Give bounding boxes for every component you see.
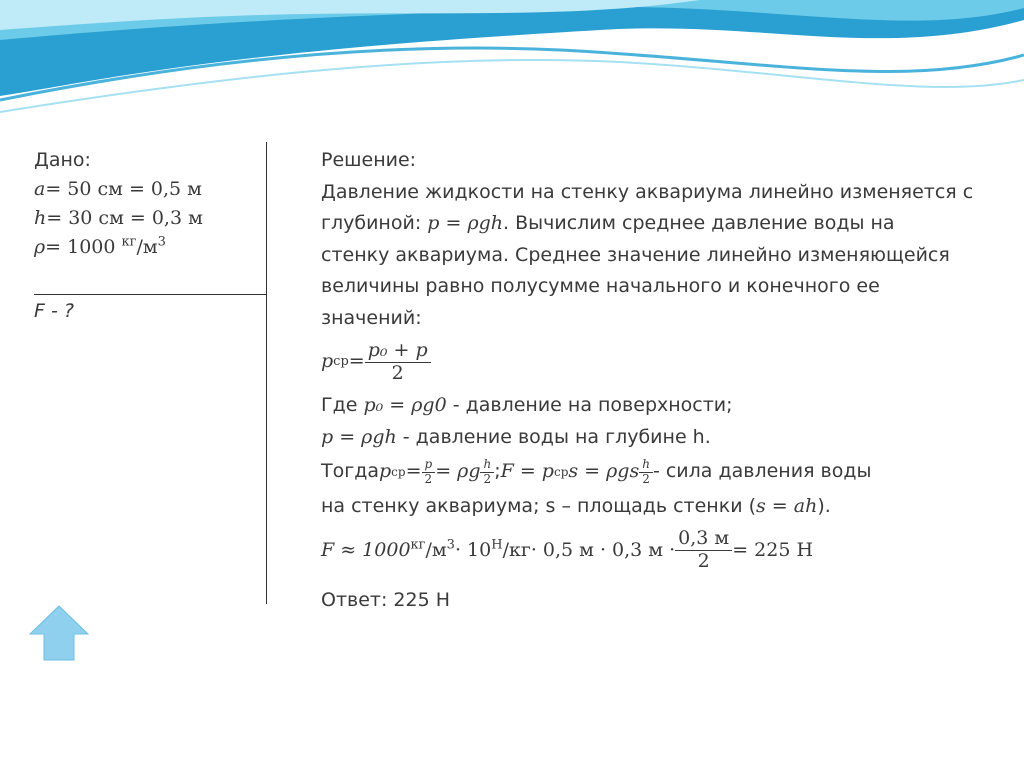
pavg-den: 2 [391, 361, 404, 384]
where-line [321, 390, 1011, 422]
solution-text-5: значений: [321, 306, 422, 329]
final-unit-2-num: Н [491, 537, 503, 553]
pavg-lhs: p [321, 350, 334, 373]
final-mid-1: · 10 [454, 538, 492, 561]
then-sep: ; [494, 460, 501, 483]
where-prefix: Где [321, 394, 364, 416]
pavg-num: p₀ + p [365, 340, 431, 363]
area-line [321, 491, 1011, 523]
p-tail: - давление воды на глубине h. [396, 425, 711, 448]
unit-numerator: кг [121, 234, 137, 250]
then-frac-2 [480, 458, 494, 487]
p-line [321, 422, 1011, 454]
given-h [34, 204, 264, 233]
given-block [34, 146, 264, 262]
given-a-expr: = 50 см = 0,5 м [45, 178, 202, 200]
area-tail: ). [817, 495, 831, 517]
final-unit-1-den: м [431, 538, 447, 561]
final-frac-num: 0,3 м [675, 528, 732, 551]
horizontal-divider [34, 294, 266, 295]
then-frac-3-num: h [639, 458, 653, 473]
given-label: Дано: [34, 149, 91, 171]
text-2-prefix: глубиной: [321, 212, 428, 234]
final-frac-den: 2 [697, 550, 710, 572]
pavg-eq: = [348, 350, 365, 373]
then-eq1: = [405, 460, 422, 483]
given-rho-unit: $^{кг}/м^3$ [121, 234, 166, 258]
final-unit-2: $^Н$/кг [491, 537, 531, 561]
given-a [34, 175, 264, 204]
given-a-var: a [34, 178, 46, 200]
then-frac-1 [422, 458, 436, 487]
then-f-mid: s = ρgs [568, 460, 640, 483]
where-tail: - давление на поверхности; [446, 394, 733, 416]
solution-block [321, 145, 1011, 616]
then-frac-2-den: 2 [483, 471, 492, 486]
given-h-expr: = 30 см = 0,3 м [46, 207, 203, 229]
solution-heading: Решение: [321, 149, 417, 171]
given-rho-expr: = 1000 [45, 236, 122, 258]
then-eq2: = ρg [435, 460, 481, 483]
given-rho [34, 233, 264, 262]
unit-denominator: м [142, 236, 158, 258]
where-formula: p₀ = ρg0 [363, 394, 447, 416]
solution-text-3: стенку аквариума. Среднее значение линейно изменяющейся [321, 243, 950, 266]
final-unit-1-num: кг [410, 537, 426, 553]
answer: Ответ: 225 Н [321, 588, 451, 611]
find-label: F - ? [34, 300, 74, 322]
given-rho-var: ρ [34, 236, 46, 258]
final-unit-1-pow: 3 [446, 537, 455, 553]
then-prefix: Тогда [321, 460, 379, 483]
pavg-formula: p ср = $\frac{\text{p₀ + p}}{2}$ [321, 334, 1011, 390]
home-arrow-icon[interactable] [28, 604, 90, 662]
solution-text-4: величины равно полусумме начального и конечного ее [321, 275, 880, 297]
final-lhs: F ≈ 1000 [321, 538, 411, 561]
area-formula: s = ah [756, 495, 818, 517]
then-frac-1-den: 2 [424, 471, 433, 486]
then-frac-3-den: 2 [642, 471, 650, 486]
pavg-fraction [365, 340, 431, 385]
then-frac-3 [639, 458, 653, 487]
final-unit-1: $^{кг}/м^3$ [410, 537, 455, 561]
header-wave-decoration [0, 0, 1024, 120]
unit-power: 3 [157, 234, 166, 250]
solution-text-2 [321, 208, 1011, 240]
then-p: p [379, 460, 392, 483]
p-formula: p = ρgh [321, 425, 397, 448]
final-result: = 225 Н [732, 538, 814, 561]
final-formula [321, 523, 1011, 579]
text-2-formula: p = ρgh [427, 212, 504, 234]
area-text: на стенку аквариума; s – площадь стенки ( [321, 495, 757, 517]
vertical-divider [266, 142, 267, 604]
solution-text-1: Давление жидкости на стенку аквариума линейно изменяется с [321, 180, 974, 203]
then-tail: - сила давления воды [652, 460, 872, 483]
final-unit-2-den: кг [508, 538, 531, 561]
then-frac-1-num: p [422, 458, 436, 473]
then-line: Тогда p ср = $\frac{p}{2}$ = ρg $\frac{h}{2}$ ; F = p ср s = ρgs $\frac{h}{2}$ - сила давления воды [321, 453, 1011, 491]
final-fraction [675, 528, 732, 573]
text-2-tail: . Вычислим среднее давление воды на [503, 212, 895, 234]
given-h-var: h [34, 207, 47, 229]
then-frac-2-num: h [480, 458, 494, 473]
then-f: F = p [500, 460, 554, 483]
final-mid-2: · 0,5 м · 0,3 м · [530, 538, 676, 561]
